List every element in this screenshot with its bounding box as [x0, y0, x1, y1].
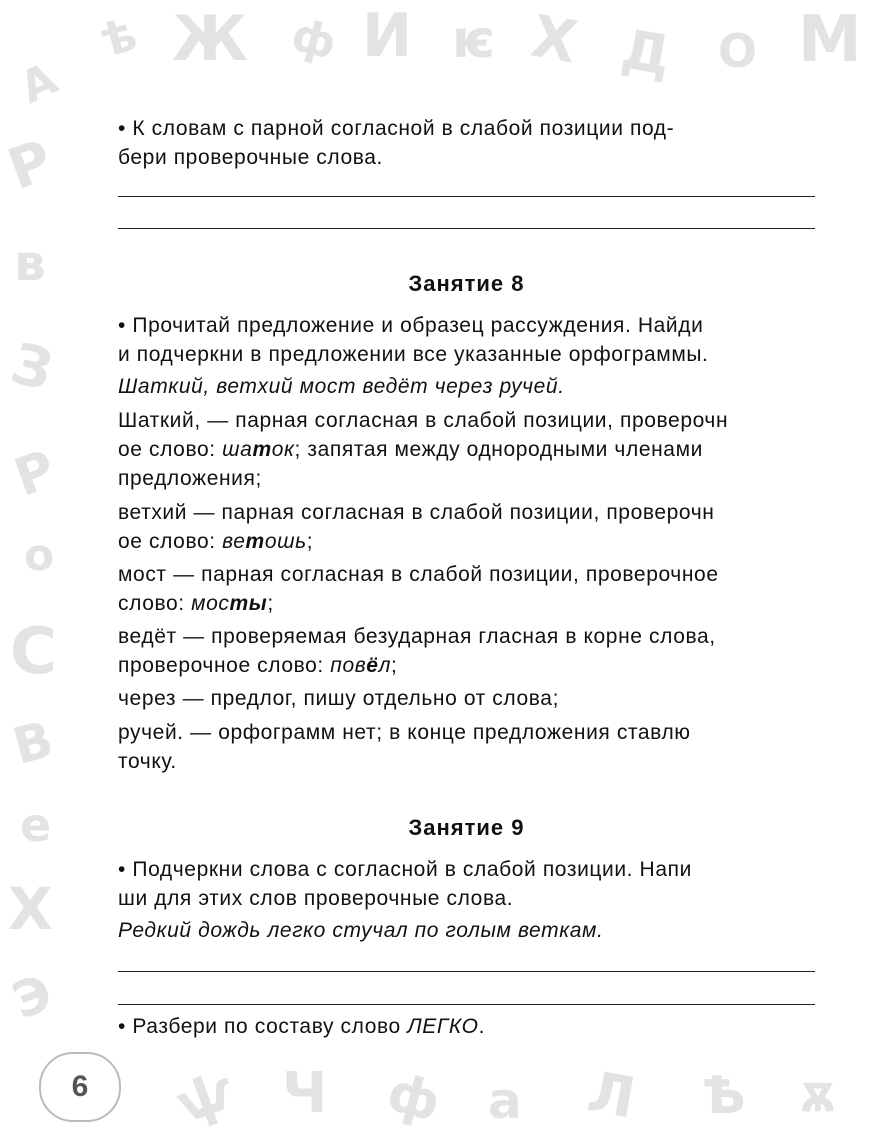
check-word-highlight: ты	[229, 592, 268, 615]
decor-left-letter: Р	[0, 127, 61, 204]
decor-bottom-letter: ѱ	[169, 1060, 242, 1136]
decor-top-letter: М	[798, 3, 862, 77]
reasoning-line	[118, 589, 815, 618]
decor-left-letter: в	[14, 234, 46, 292]
decor-top-letter: Д	[616, 17, 676, 88]
decor-bottom-letter: Ѣ	[702, 1066, 746, 1126]
reasoning-text: ое слово:	[118, 438, 223, 461]
answer-line	[118, 228, 815, 229]
check-word: шаток	[222, 438, 295, 461]
decor-top-letter: ф	[286, 9, 342, 70]
decor-left-letter: Р	[6, 439, 64, 509]
decor-bottom-letter: ф	[381, 1062, 447, 1134]
parse-word: ЛЕГКО	[407, 1015, 479, 1038]
answer-line	[118, 1004, 815, 1005]
decor-top-letter: Ж	[172, 2, 248, 75]
reasoning-line: Шаткий, — парная согласная в слабой позиции, проверочн	[118, 409, 729, 432]
lesson-8-task-line: и подчеркни в предложении все указанные орфограммы.	[118, 343, 709, 366]
intro-task	[118, 114, 815, 172]
decor-left-letter: С	[10, 615, 57, 689]
parse-task-text: • Разбери по составу слово	[118, 1015, 408, 1038]
reasoning-line	[118, 651, 815, 680]
reasoning-text: ;	[267, 592, 274, 615]
lesson-8-title: Занятие 8	[408, 271, 525, 296]
decor-top-letter: ѣ	[95, 6, 143, 68]
lesson-8-task	[118, 311, 815, 369]
decor-bottom-letter: ѫ	[800, 1064, 836, 1124]
check-word: повёл	[330, 654, 392, 677]
check-word: ветошь	[222, 530, 307, 553]
reasoning-line: точку.	[118, 750, 177, 773]
reasoning-line: предложения;	[118, 467, 262, 490]
lesson-9-sentence: Редкий дождь легко стучал по голым веткам.	[118, 919, 604, 942]
lesson-9-task-line: ши для этих слов проверочные слова.	[118, 887, 514, 910]
reasoning-line: ручей. — орфограмм нет; в конце предложения ставлю	[118, 721, 691, 744]
parse-task-line	[118, 1012, 815, 1041]
reasoning-line	[118, 527, 815, 556]
reasoning-item-2	[118, 498, 815, 556]
lesson-9-task-line: • Подчеркни слова с согласной в слабой позиции. Напи	[118, 858, 692, 881]
reasoning-text: слово:	[118, 592, 192, 615]
decor-top-letter: А	[12, 53, 66, 114]
reasoning-line: ветхий — парная согласная в слабой позиции, проверочн	[118, 501, 715, 524]
decor-top-letter: Х	[526, 1, 583, 77]
check-word: мосты	[191, 592, 268, 615]
decor-left-letter: З	[4, 330, 60, 405]
parse-task-text: .	[478, 1015, 485, 1038]
lesson-9-task	[118, 855, 815, 913]
check-word-highlight: т	[252, 438, 272, 461]
intro-task-line: бери проверочные слова.	[118, 146, 383, 169]
reasoning-line	[118, 435, 815, 464]
decor-bottom-letter: а	[488, 1072, 522, 1130]
decor-top-letter: ѥ	[452, 10, 496, 70]
answer-line	[118, 971, 815, 972]
reasoning-item-4	[118, 622, 815, 680]
decor-left-letter: о	[24, 530, 55, 581]
reasoning-text: ; запятая между однородными членами	[294, 438, 703, 461]
decor-left-letter: е	[20, 798, 52, 852]
page-number: 6	[39, 1052, 121, 1122]
lesson-8-task-line: • Прочитай предложение и образец рассуждения. Найди	[118, 314, 704, 337]
decor-top-letter: И	[362, 1, 413, 71]
answer-line	[118, 196, 815, 197]
decor-left-letter: Х	[8, 875, 53, 943]
reasoning-item-1	[118, 406, 815, 493]
check-word-highlight: ё	[366, 654, 379, 677]
reasoning-item-3	[118, 560, 815, 618]
reasoning-item-5	[118, 684, 815, 713]
decor-bottom-letter: Ч	[282, 1061, 328, 1126]
reasoning-line: мост — парная согласная в слабой позиции, проверочное	[118, 563, 719, 586]
reasoning-text: ;	[306, 530, 314, 553]
reasoning-text: проверочное слово:	[118, 654, 331, 677]
decor-top-letter: О	[718, 24, 758, 78]
parse-task	[118, 1012, 815, 1041]
check-word-highlight: т	[245, 530, 265, 553]
reasoning-text: ое слово:	[118, 530, 223, 553]
reasoning-line: ведёт — проверяемая безударная гласная в корне слова,	[118, 625, 716, 648]
lesson-8-sentence: Шаткий, ветхий мост ведёт через ручей.	[118, 375, 565, 398]
decor-bottom-letter: Л	[582, 1059, 640, 1132]
reasoning-item-6	[118, 718, 815, 776]
reasoning-text: ;	[391, 654, 398, 677]
decor-left-letter: В	[7, 710, 59, 776]
intro-task-line: • К словам с парной согласной в слабой позиции под-	[118, 117, 675, 140]
reasoning-line: через — предлог, пишу отдельно от слова;	[118, 687, 560, 710]
decor-left-letter: Э	[5, 963, 60, 1031]
lesson-9-title: Занятие 9	[408, 815, 525, 840]
